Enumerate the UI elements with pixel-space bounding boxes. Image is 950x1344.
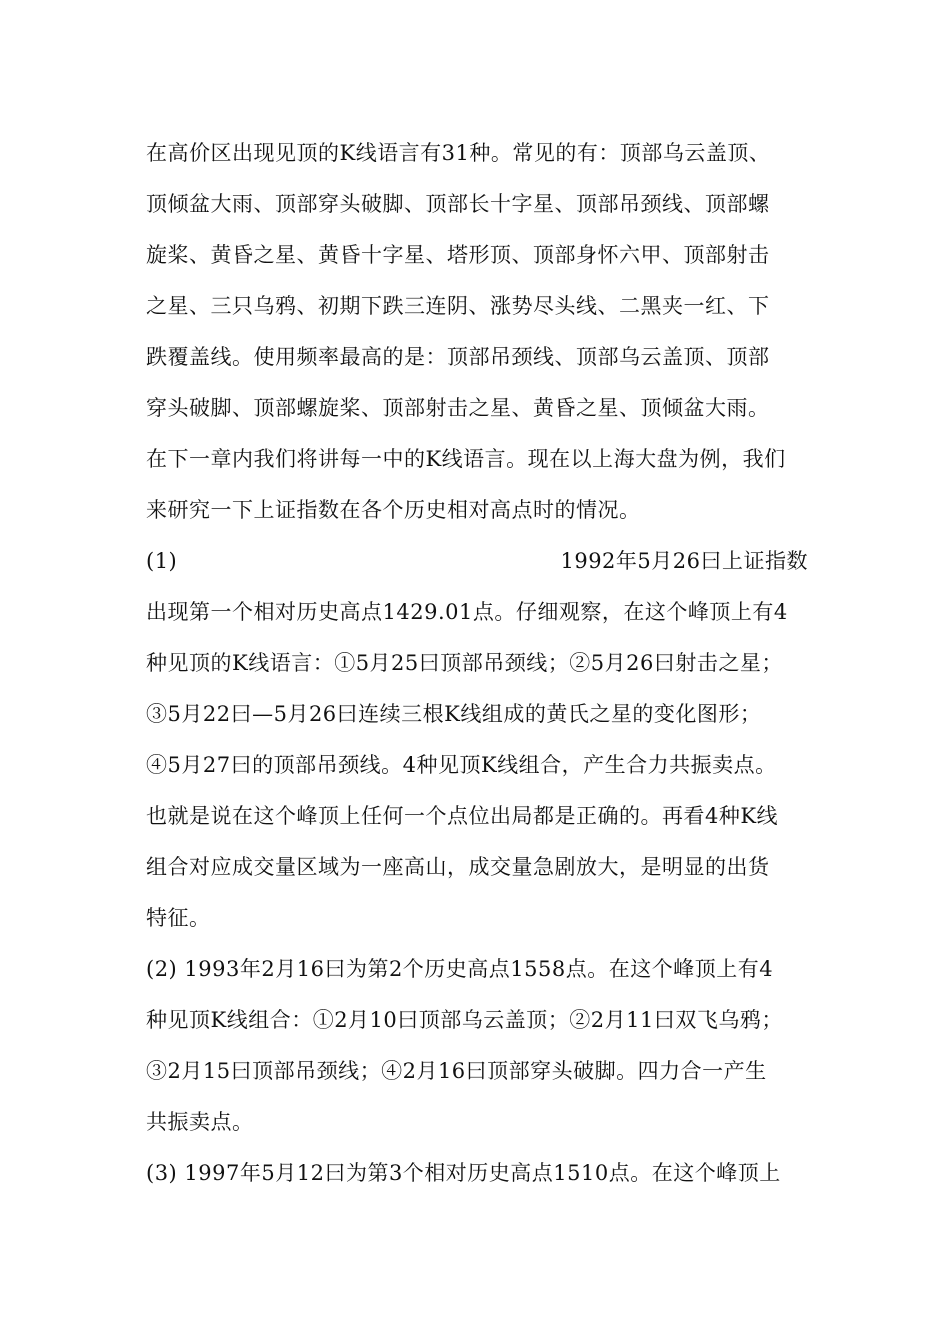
item-1-line: 组合对应成交量区域为一座高山，成交量急剧放大，是明显的出货 [146, 855, 770, 879]
item-1-line: 也就是说在这个峰顶上任何一个点位出局都是正确的。再看4种K线 [146, 804, 779, 828]
paragraph-line: 跌覆盖线。使用频率最高的是：顶部吊颈线、顶部乌云盖顶、顶部 [146, 345, 770, 369]
item-1-line: ④5月27曰的顶部吊颈线。4种见顶K线组合，产生合力共振卖点。 [146, 753, 777, 777]
item-1-line: 出现第一个相对历史高点1429.01点。仔细观察，在这个峰顶上有4 [146, 600, 788, 624]
document-body [146, 131, 826, 1202]
paragraph-line: 之星、三只乌鸦、初期下跌三连阴、涨势尽头线、二黑夹一红、下 [146, 294, 770, 318]
paragraph-line: 旋桨、黄昏之星、黄昏十字星、塔形顶、顶部身怀六甲、顶部射击 [146, 243, 770, 267]
item-1-line: 特征。 [146, 906, 211, 930]
item-1-date: 1992年5月26曰上证指数 [560, 549, 808, 573]
paragraph-line: 在高价区出现见顶的K线语言有31种。常见的有：顶部乌云盖顶、 [146, 141, 771, 165]
item-2-line: 种见顶K线组合：①2月10曰顶部乌云盖顶；②2月11曰双飞乌鸦； [146, 1008, 783, 1032]
paragraph-line: 穿头破脚、顶部螺旋桨、顶部射击之星、黄昏之星、顶倾盆大雨。 [146, 396, 770, 420]
item-1-line: 种见顶的K线语言：①5月25曰顶部吊颈线；②5月26曰射击之星； [146, 651, 783, 675]
item-2-line: ③2月15曰顶部吊颈线；④2月16曰顶部穿头破脚。四力合一产生 [146, 1059, 767, 1083]
item-1-label: (1) [146, 549, 178, 573]
item-2-line: 共振卖点。 [146, 1110, 254, 1134]
item-1-heading [146, 539, 808, 590]
paragraph-line: 来研究一下上证指数在各个历史相对高点时的情况。 [146, 498, 641, 522]
item-1-line: ③5月22曰—5月26曰连续三根K线组成的黄氏之星的变化图形； [146, 702, 762, 726]
paragraph-line: 在下一章内我们将讲每一中的K线语言。现在以上海大盘为例，我们 [146, 447, 786, 471]
item-3-line: (3) 1997年5月12曰为第3个相对历史高点1510点。在这个峰顶上 [146, 1161, 781, 1185]
paragraph-line: 顶倾盆大雨、顶部穿头破脚、顶部长十字星、顶部吊颈线、顶部螺 [146, 192, 770, 216]
item-2-line: (2) 1993年2月16曰为第2个历史高点1558点。在这个峰顶上有4 [146, 957, 774, 981]
